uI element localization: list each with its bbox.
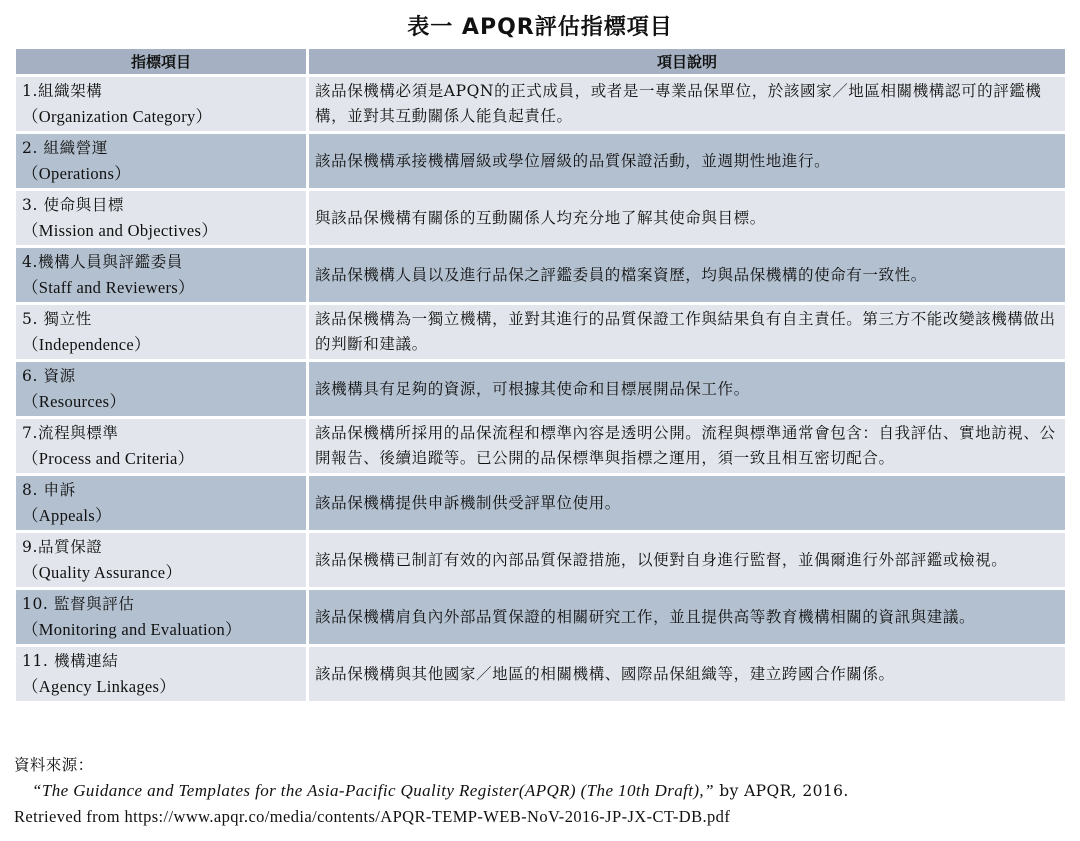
table-row bbox=[16, 590, 1065, 644]
indicator-english: （Staff and Reviewers） bbox=[22, 278, 195, 297]
indicator-english: （Appeals） bbox=[22, 506, 112, 525]
table-row bbox=[16, 77, 1065, 131]
indicator-english: （Operations） bbox=[22, 164, 131, 183]
citation-title: “The Guidance and Templates for the Asia-Pacific Quality Register(APQR) (The 10th Draft),” bbox=[32, 781, 714, 800]
indicator-cell bbox=[16, 533, 306, 587]
indicator-english: （Independence） bbox=[22, 335, 151, 354]
indicator-english: （Process and Criteria） bbox=[22, 449, 195, 468]
table-row bbox=[16, 419, 1065, 473]
description-cell: 該品保機構所採用的品保流程和標準內容是透明公開。流程與標準通常會包含：自我評估、實地訪視、公開報告、後續追蹤等。已公開的品保標準與指標之運用，須一致且相互密切配合。 bbox=[309, 419, 1065, 473]
indicator-name: 6. 資源 bbox=[22, 367, 76, 385]
indicator-name: 11. 機構連結 bbox=[22, 652, 119, 670]
indicator-english: （Organization Category） bbox=[22, 107, 213, 126]
indicator-name: 2. 組織營運 bbox=[22, 139, 108, 157]
header-indicator: 指標項目 bbox=[16, 49, 306, 74]
description-cell: 該品保機構肩負內外部品質保證的相關研究工作，並且提供高等教育機構相關的資訊與建議。 bbox=[309, 590, 1065, 644]
indicator-cell bbox=[16, 248, 306, 302]
indicator-cell bbox=[16, 305, 306, 359]
citation-rest: by APQR, 2016. bbox=[713, 782, 849, 800]
description-cell: 該品保機構必須是APQN的正式成員，或者是一專業品保單位，於該國家／地區相關機構認可的評鑑機構，並對其互動關係人能負起責任。 bbox=[309, 77, 1065, 131]
table-title: 表一 APQR評估指標項目 bbox=[407, 15, 673, 40]
indicator-cell bbox=[16, 590, 306, 644]
description-cell: 該品保機構已制訂有效的內部品質保證措施，以便對自身進行監督，並偶爾進行外部評鑑或檢視。 bbox=[309, 533, 1065, 587]
source-retrieved: Retrieved from https://www.apqr.co/media/contents/APQR-TEMP-WEB-NoV-2016-JP-JX-CT-DB.pdf bbox=[14, 807, 731, 826]
source-note bbox=[14, 753, 849, 829]
indicator-cell bbox=[16, 362, 306, 416]
table-header-row bbox=[16, 49, 1065, 74]
table-row bbox=[16, 647, 1065, 701]
indicator-name: 10. 監督與評估 bbox=[22, 595, 135, 613]
table-row bbox=[16, 305, 1065, 359]
table-row bbox=[16, 533, 1065, 587]
source-label: 資料來源： bbox=[14, 756, 94, 774]
table-row bbox=[16, 191, 1065, 245]
indicator-name: 1.組織架構 bbox=[22, 82, 103, 100]
description-cell: 該品保機構提供申訴機制供受評單位使用。 bbox=[309, 476, 1065, 530]
indicator-name: 5. 獨立性 bbox=[22, 310, 92, 328]
indicator-cell bbox=[16, 419, 306, 473]
indicator-english: （Monitoring and Evaluation） bbox=[22, 620, 242, 639]
indicator-cell bbox=[16, 191, 306, 245]
table-row bbox=[16, 362, 1065, 416]
indicator-name: 4.機構人員與評鑑委員 bbox=[22, 253, 183, 271]
indicator-english: （Quality Assurance） bbox=[22, 563, 183, 582]
indicator-english: （Agency Linkages） bbox=[22, 677, 177, 696]
indicator-english: （Mission and Objectives） bbox=[22, 221, 219, 240]
indicator-english: （Resources） bbox=[22, 392, 127, 411]
description-cell: 該機構具有足夠的資源，可根據其使命和目標展開品保工作。 bbox=[309, 362, 1065, 416]
indicator-name: 7.流程與標準 bbox=[22, 424, 119, 442]
description-cell: 該品保機構承接機構層級或學位層級的品質保證活動，並週期性地進行。 bbox=[309, 134, 1065, 188]
header-description: 項目說明 bbox=[309, 49, 1065, 74]
indicator-cell bbox=[16, 77, 306, 131]
indicator-name: 9.品質保證 bbox=[22, 538, 103, 556]
indicator-table bbox=[13, 46, 1068, 704]
description-cell: 該品保機構為一獨立機構，並對其進行的品質保證工作與結果負有自主責任。第三方不能改變該機構做出的判斷和建議。 bbox=[309, 305, 1065, 359]
indicator-cell bbox=[16, 647, 306, 701]
source-citation bbox=[14, 778, 849, 804]
indicator-cell bbox=[16, 476, 306, 530]
table-row bbox=[16, 476, 1065, 530]
description-cell: 與該品保機構有關係的互動關係人均充分地了解其使命與目標。 bbox=[309, 191, 1065, 245]
table-row bbox=[16, 134, 1065, 188]
description-cell: 該品保機構與其他國家／地區的相關機構、國際品保組織等，建立跨國合作關係。 bbox=[309, 647, 1065, 701]
indicator-name: 3. 使命與目標 bbox=[22, 196, 125, 214]
indicator-cell bbox=[16, 134, 306, 188]
indicator-name: 8. 申訴 bbox=[22, 481, 76, 499]
description-cell: 該品保機構人員以及進行品保之評鑑委員的檔案資歷，均與品保機構的使命有一致性。 bbox=[309, 248, 1065, 302]
table-row bbox=[16, 248, 1065, 302]
